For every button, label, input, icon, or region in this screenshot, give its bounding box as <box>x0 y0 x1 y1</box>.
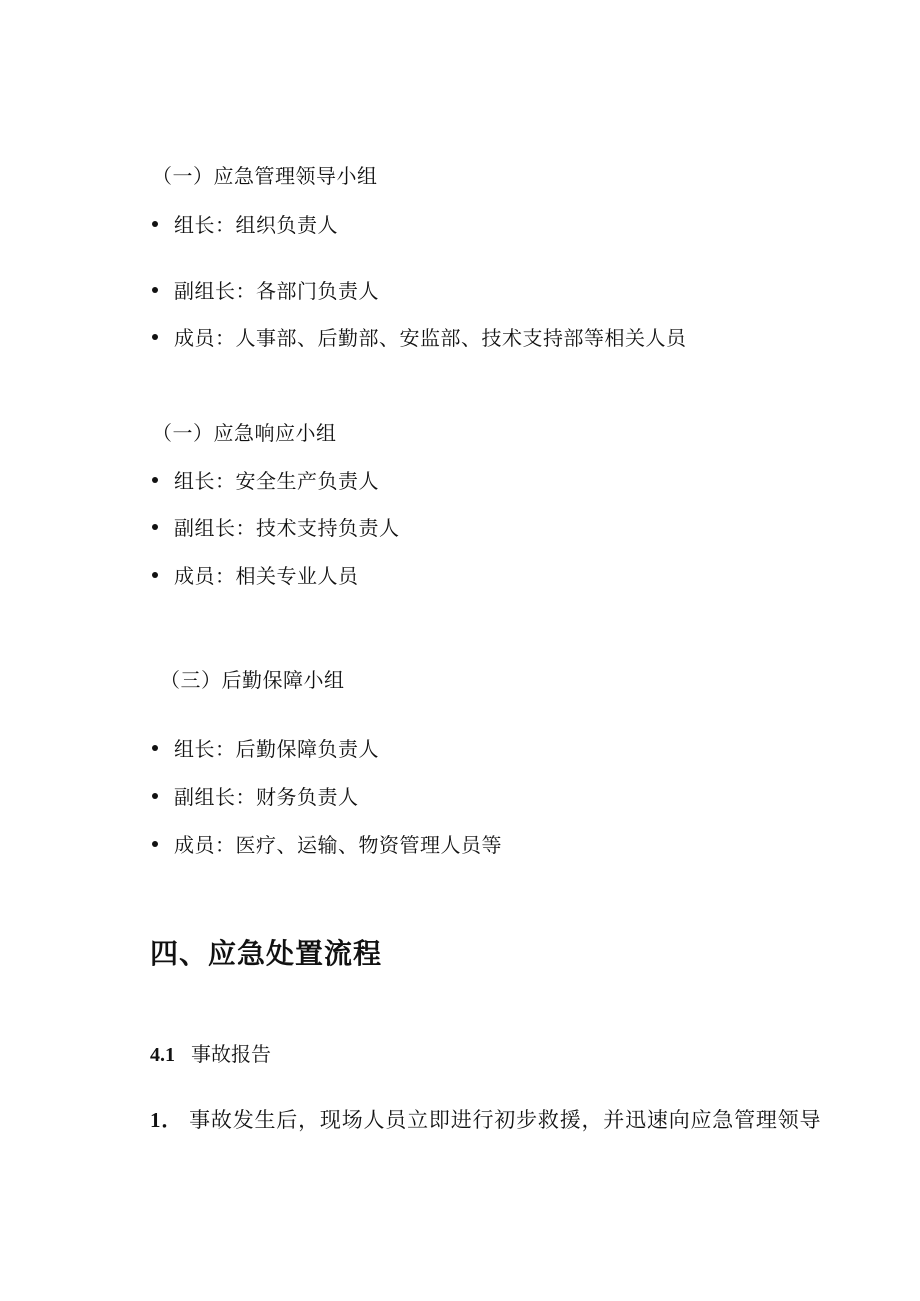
group2-leader-text: 组长：安全生产负责人 <box>174 469 379 493</box>
bullet-icon <box>152 572 158 578</box>
group3-leader-text: 组长：后勤保障负责人 <box>174 737 379 761</box>
group3-members-item <box>152 829 502 858</box>
bullet-icon <box>152 524 158 530</box>
group2-deputy-text: 副组长：技术支持负责人 <box>174 516 400 540</box>
bullet-icon <box>152 793 158 799</box>
bullet-icon <box>152 841 158 847</box>
section-heading: 四、应急处置流程 <box>150 937 383 970</box>
group1-members-item <box>152 322 687 351</box>
group2-members-item <box>152 560 359 589</box>
subsection-title: 事故报告 <box>191 1042 271 1066</box>
subsection-number: 4.1 <box>150 1044 175 1066</box>
group3-members-text: 成员：医疗、运输、物资管理人员等 <box>174 833 502 857</box>
paragraph-number: 1． <box>150 1108 184 1132</box>
subsection-heading <box>150 1038 271 1067</box>
group2-deputy-item <box>152 512 400 541</box>
paragraph-1 <box>150 1104 821 1134</box>
group1-leader-text: 组长：组织负责人 <box>174 213 338 237</box>
group3-leader-item <box>152 733 379 762</box>
group2-members-text: 成员：相关专业人员 <box>174 564 359 588</box>
bullet-icon <box>152 477 158 483</box>
group1-deputy-item <box>152 275 379 304</box>
group3-deputy-text: 副组长：财务负责人 <box>174 785 359 809</box>
group3-title: （三）后勤保障小组 <box>160 668 345 692</box>
group3-deputy-item <box>152 781 359 810</box>
bullet-icon <box>152 287 158 293</box>
group1-title: （一）应急管理领导小组 <box>152 164 378 188</box>
group1-deputy-text: 副组长：各部门负责人 <box>174 279 379 303</box>
group2-leader-item <box>152 465 379 494</box>
group1-members-text: 成员：人事部、后勤部、安监部、技术支持部等相关人员 <box>174 326 687 350</box>
group1-leader-item <box>152 209 338 238</box>
group2-title: （一）应急响应小组 <box>152 421 337 445</box>
paragraph-text: 事故发生后，现场人员立即进行初步救援，并迅速向应急管理领导 <box>189 1108 822 1132</box>
bullet-icon <box>152 221 158 227</box>
bullet-icon <box>152 745 158 751</box>
bullet-icon <box>152 334 158 340</box>
